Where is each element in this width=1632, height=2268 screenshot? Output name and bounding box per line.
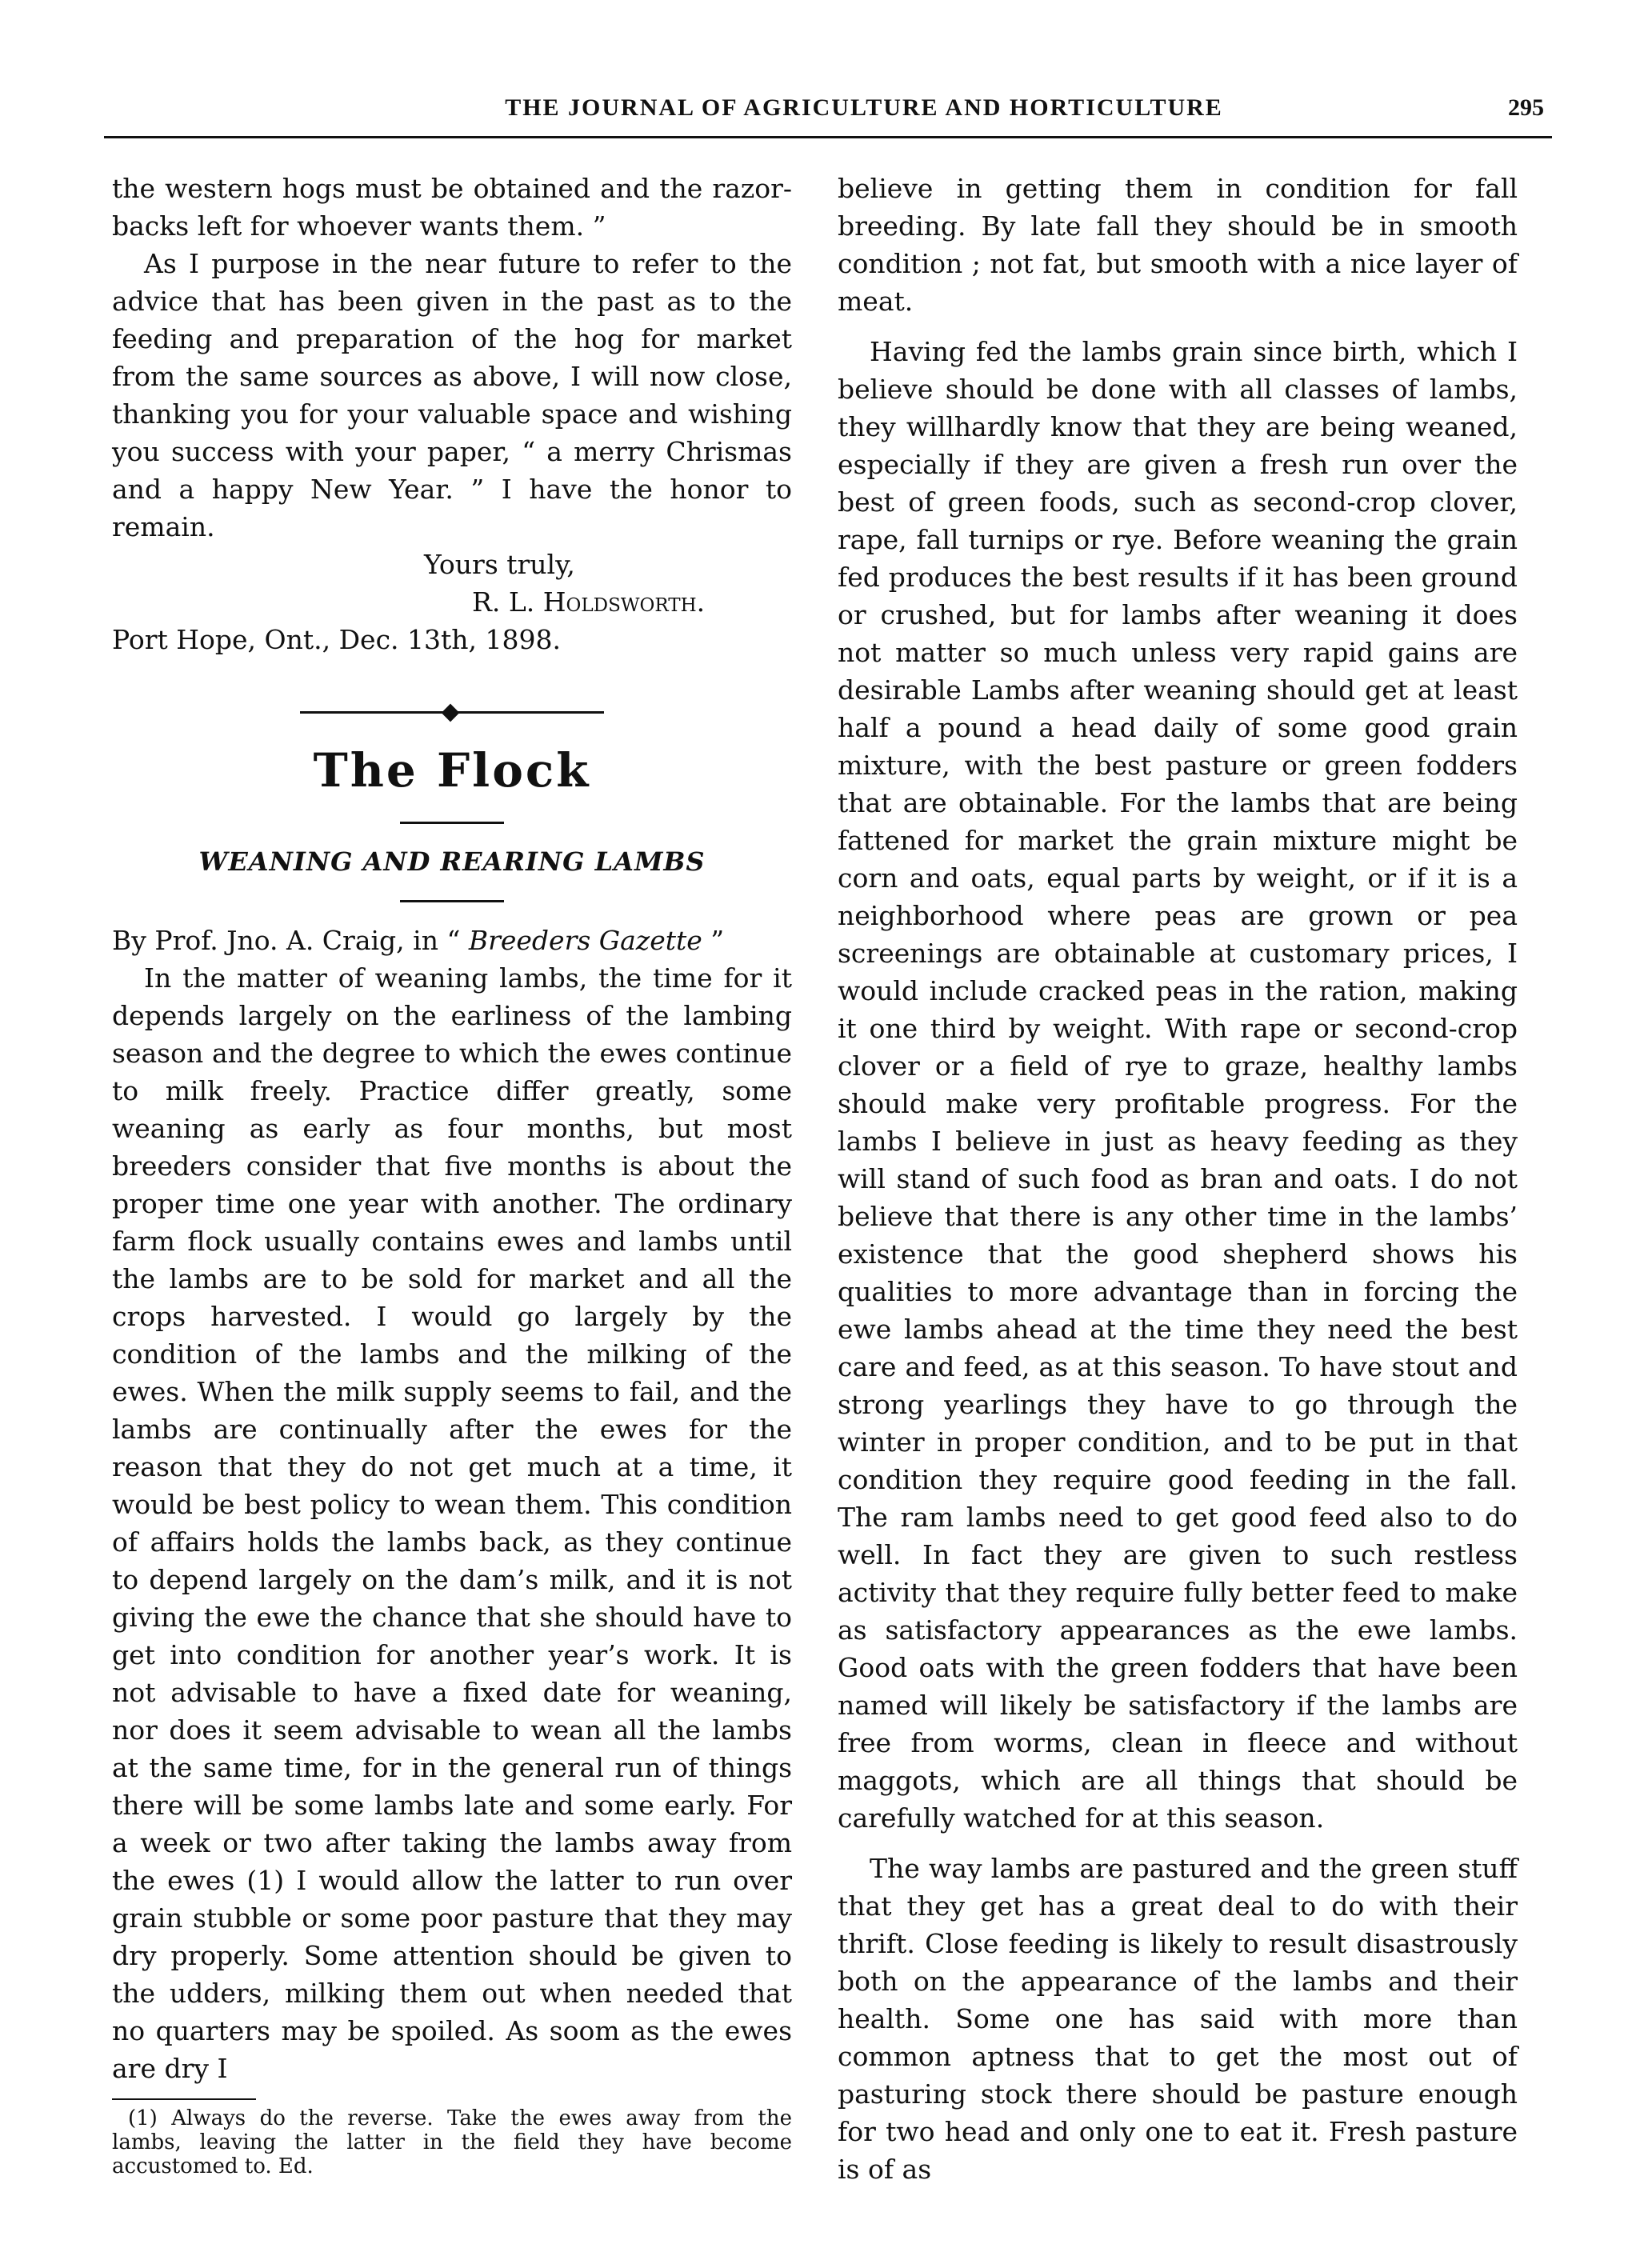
right-column — [838, 170, 1518, 2188]
signoff-surname: Holdsworth. — [542, 586, 706, 618]
running-head — [184, 94, 1544, 122]
closing-paragraph: As I purpose in the near future to refer to the advice that has been given in the past as to the feeding and preparation of the hog for market from the same sources as above, I will now close, thanking you for your valuable space and wishing you success with your paper, “ a merry Chrismas and a happy New Year. ” I have the honor to remain. — [112, 248, 792, 542]
section-heading: The Flock — [313, 743, 591, 798]
signoff-yours: Yours truly, — [424, 549, 575, 580]
signoff-name — [112, 583, 792, 621]
footnote-rule — [112, 2098, 256, 2100]
signoff-initials: R. L. — [472, 586, 543, 618]
byline — [112, 922, 792, 959]
page-number: 295 — [1508, 94, 1544, 121]
byline-source: Breeders Gazette — [468, 925, 702, 956]
article-title: WEANING AND REARING LAMBS — [198, 846, 706, 877]
header-rule — [104, 136, 1552, 138]
footnote: (1) Always do the reverse. Take the ewes away from the lambs, leaving the latter in the field they have become accustomed to. Ed. — [112, 2106, 792, 2178]
article-paragraph-3: The way lambs are pastured and the green stuff that they get has a great deal to do with their thrift. Close feeding is likely to result disastrously both on the appearance of the lambs and their health. Some one has said with more than common aptness that to get the most out of pasturing stock there should be pasture enough for two head and only one to eat it. Fresh pasture is of as — [838, 1853, 1518, 2185]
title-rule — [400, 900, 504, 902]
section-divider — [300, 708, 604, 716]
journal-title: THE JOURNAL OF AGRICULTURE AND HORTICULTURE — [505, 94, 1223, 121]
signoff-place-date: Port Hope, Ont., Dec. 13th, 1898. — [112, 624, 561, 655]
heading-rule — [400, 822, 504, 824]
article-paragraph-1: In the matter of weaning lambs, the time for it depends largely on the earliness of the lambing season and the degree to which the ewes continue to milk freely. Practice differ greatly, some weaning as early as four months, but most breeders consider that five months is about the proper time one year with another. The ordinary farm flock usually contains ewes and lambs until the lambs are to be sold for market and all the crops harvested. I would go largely by the condition of the lambs and the milking of the ewes. When the milk supply seems to fail, and the lambs are continually after the ewes for the reason that they do not get much at a time, it would be best policy to wean them. This condition of affairs holds the lambs back, as they continue to depend largely on the dam’s milk, and it is not giving the ewe the chance that she should have to get into condition for another year’s work. It is not advisable to have a fixed date for weaning, nor does it seem advisable to wean all the lambs at the same time, for in the general run of things there will be some lambs late and some early. For a week or two after taking the lambs away from the ewes (1) I would allow the latter to run over grain stubble or some poor pasture that they may dry properly. Some attention should be given to the udders, milking them out when needed that no quarters may be spoiled. As soom as the ewes are dry I — [112, 962, 792, 2084]
article-paragraph-continued: believe in getting them in condition for fall breeding. By late fall they should be in smooth condition ; not fat, but smooth with a nice layer of meat. — [838, 173, 1518, 317]
continued-paragraph: the western hogs must be obtained and the razor-backs left for whoever wants them. ” — [112, 173, 792, 242]
left-column — [112, 170, 792, 2178]
divider-ornament-icon — [442, 704, 460, 722]
byline-prefix: By Prof. Jno. A. Craig, in “ — [112, 925, 469, 956]
article-paragraph-2: Having fed the lambs grain since birth, which I believe should be done with all classes of lambs, they willhardly know that they are being weaned, especially if they are given a fresh run over the best of green foods, such as second-crop clover, rape, fall turnips or rye. Before weaning the grain fed produces the best results if it has been ground or crushed, but for lambs after weaning it does not matter so much unless very rapid gains are desirable Lambs after weaning should get at least half a pound a head daily of some good grain mixture, with the best pasture or green fodders that are obtainable. For the lambs that are being fattened for market the grain mixture might be corn and oats, equal parts by weight, or if it is a neighborhood where peas are grown or pea screenings are obtainable at customary prices, I would include cracked peas in the ration, making it one third by weight. With rape or second-crop clover or a field of rye to graze, healthy lambs should make very profitable progress. For the lambs I believe in just as heavy feeding as they will stand of such food as bran and oats. I do not believe that there is any other time in the lambs’ existence that the good shepherd shows his qualities to more advantage than in forcing the ewe lambs ahead at the time they need the best care and feed, as at this season. To have stout and strong yearlings they have to go through the winter in proper condition, and to be put in that condition they require good feeding in the fall. The ram lambs need to get good feed also to do well. In fact they are given to such restless activity that they require fully better feed to make as satisfactory appearances as the ewe lambs. Good oats with the green fodders that have been named will likely be satisfactory if the lambs are free from worms, clean in fleece and without maggots, which are all things that should be carefully watched for at this season. — [838, 336, 1518, 1834]
byline-suffix: ” — [702, 925, 725, 956]
